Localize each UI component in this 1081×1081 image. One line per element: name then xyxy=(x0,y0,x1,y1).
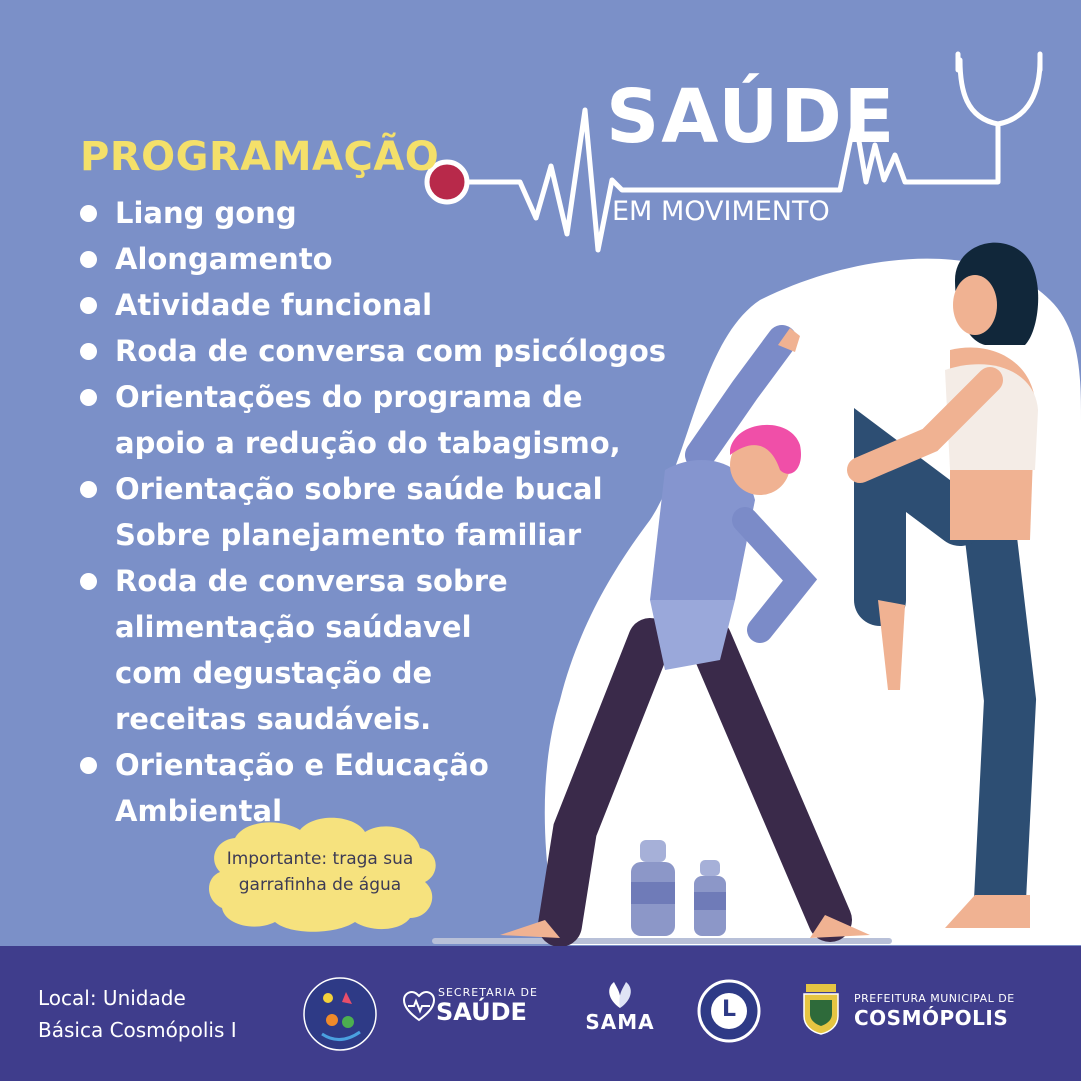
bullet-icon xyxy=(80,251,97,268)
bullet-icon xyxy=(80,481,97,498)
bullet-icon xyxy=(80,205,97,222)
note-line: garrafinha de água xyxy=(238,875,402,895)
location-line: Local: Unidade xyxy=(38,986,186,1010)
list-item: Liang gong xyxy=(80,190,640,236)
secretaria-main-text: SAÚDE xyxy=(436,998,527,1026)
campaign-subtitle: EM MOVIMENTO xyxy=(612,196,830,227)
community-logo xyxy=(302,976,378,1052)
list-item: Orientações do programa de apoio a redução do tabagismo, xyxy=(80,374,640,466)
list-item: Roda de conversa com psicólogos xyxy=(80,328,640,374)
campaign-title: SAÚDE xyxy=(606,74,897,160)
lions-letter: L xyxy=(721,997,737,1022)
coat-of-arms-icon xyxy=(796,982,846,1036)
list-item: Orientação sobre saúde bucal Sobre planejamento familiar xyxy=(80,466,640,558)
prefeitura-main-text: COSMÓPOLIS xyxy=(854,1006,1009,1030)
bullet-icon xyxy=(80,389,97,406)
lions-logo xyxy=(696,978,762,1044)
leaf-icon xyxy=(600,980,640,1010)
list-item: Orientação e Educação Ambiental xyxy=(80,742,640,834)
note-line: Importante: traga sua xyxy=(226,849,414,869)
water-bottle-note xyxy=(214,846,426,898)
bullet-icon xyxy=(80,343,97,360)
bullet-icon xyxy=(80,297,97,314)
secretaria-top-text: SECRETARIA DE xyxy=(438,986,538,999)
sama-logo xyxy=(576,980,664,1040)
bullet-icon xyxy=(80,573,97,590)
list-item: Atividade funcional xyxy=(80,282,640,328)
sama-text: SAMA xyxy=(585,1010,655,1034)
program-heading: PROGRAMAÇÃO xyxy=(80,134,440,180)
secretaria-saude-logo xyxy=(402,984,544,1034)
prefeitura-logo xyxy=(796,982,1016,1038)
program-list xyxy=(80,190,667,834)
prefeitura-top-text: PREFEITURA MUNICIPAL DE xyxy=(854,992,1015,1005)
location-text xyxy=(38,982,237,1046)
location-line: Básica Cosmópolis I xyxy=(38,1018,237,1042)
heart-pulse-icon xyxy=(402,990,436,1024)
list-item: Alongamento xyxy=(80,236,640,282)
community-logo-icon xyxy=(302,976,378,1052)
list-item: Roda de conversa sobre alimentação saúdavel com degustação de receitas saudáveis. xyxy=(80,558,640,742)
bullet-icon xyxy=(80,757,97,774)
